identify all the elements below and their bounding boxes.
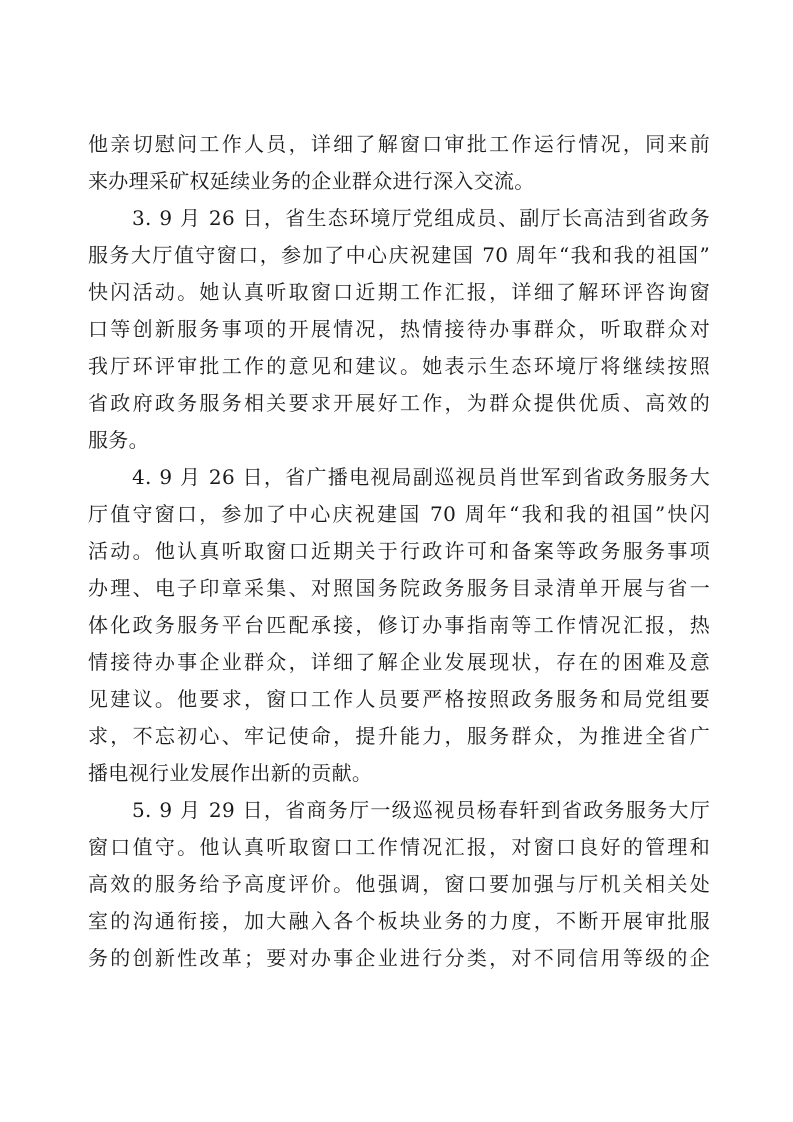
text-line: 他亲切慰问工作人员，详细了解窗口审批工作运行情况，同来前 (88, 132, 710, 156)
text-line: 室的沟通衔接，加大融入各个板块业务的力度，不断开展审批服 (88, 909, 710, 933)
text-line: 办理、电子印章采集、对照国务院政务服务目录清单开展与省一 (88, 576, 710, 600)
text-line: 求，不忘初心、牢记使命，提升能力，服务群众，为推进全省广 (88, 724, 710, 748)
text-line: 来办理采矿权延续业务的企业群众进行深入交流。 (88, 169, 535, 193)
text-line: 情接待办事企业群众，详细了解企业发展现状，存在的困难及意 (88, 650, 710, 674)
text-line: 务的创新性改革；要对办事企业进行分类，对不同信用等级的企 (88, 946, 710, 970)
text-line: 见建议。他要求，窗口工作人员要严格按照政务服务和局党组要 (88, 687, 710, 711)
text-line: 4. 9 月 26 日，省广播电视局副巡视员肖世军到省政务服务大 (132, 465, 710, 489)
text-line: 服务大厅值守窗口，参加了中心庆祝建国 70 周年“我和我的祖国” (88, 243, 710, 267)
text-line: 活动。他认真听取窗口近期关于行政许可和备案等政务服务事项 (88, 539, 710, 563)
text-line: 服务。 (88, 428, 149, 452)
text-line: 5. 9 月 29 日，省商务厅一级巡视员杨春轩到省政务服务大厅 (132, 798, 710, 822)
text-line: 3. 9 月 26 日，省生态环境厅党组成员、副厅长高洁到省政务 (132, 206, 710, 230)
text-line: 体化政务服务平台匹配承接，修订办事指南等工作情况汇报，热 (88, 613, 710, 637)
text-line: 窗口值守。他认真听取窗口工作情况汇报，对窗口良好的管理和 (88, 835, 710, 859)
text-line: 播电视行业发展作出新的贡献。 (88, 761, 373, 785)
text-line: 省政府政务服务相关要求开展好工作，为群众提供优质、高效的 (88, 391, 710, 415)
text-line: 厅值守窗口，参加了中心庆祝建国 70 周年“我和我的祖国”快闪 (88, 502, 710, 526)
text-line: 我厅环评审批工作的意见和建议。她表示生态环境厅将继续按照 (88, 354, 710, 378)
document-body (88, 126, 710, 977)
text-line: 口等创新服务事项的开展情况，热情接待办事群众，听取群众对 (88, 317, 710, 341)
text-line: 高效的服务给予高度评价。他强调，窗口要加强与厅机关相关处 (88, 872, 710, 896)
text-line: 快闪活动。她认真听取窗口近期工作汇报，详细了解环评咨询窗 (88, 280, 710, 304)
